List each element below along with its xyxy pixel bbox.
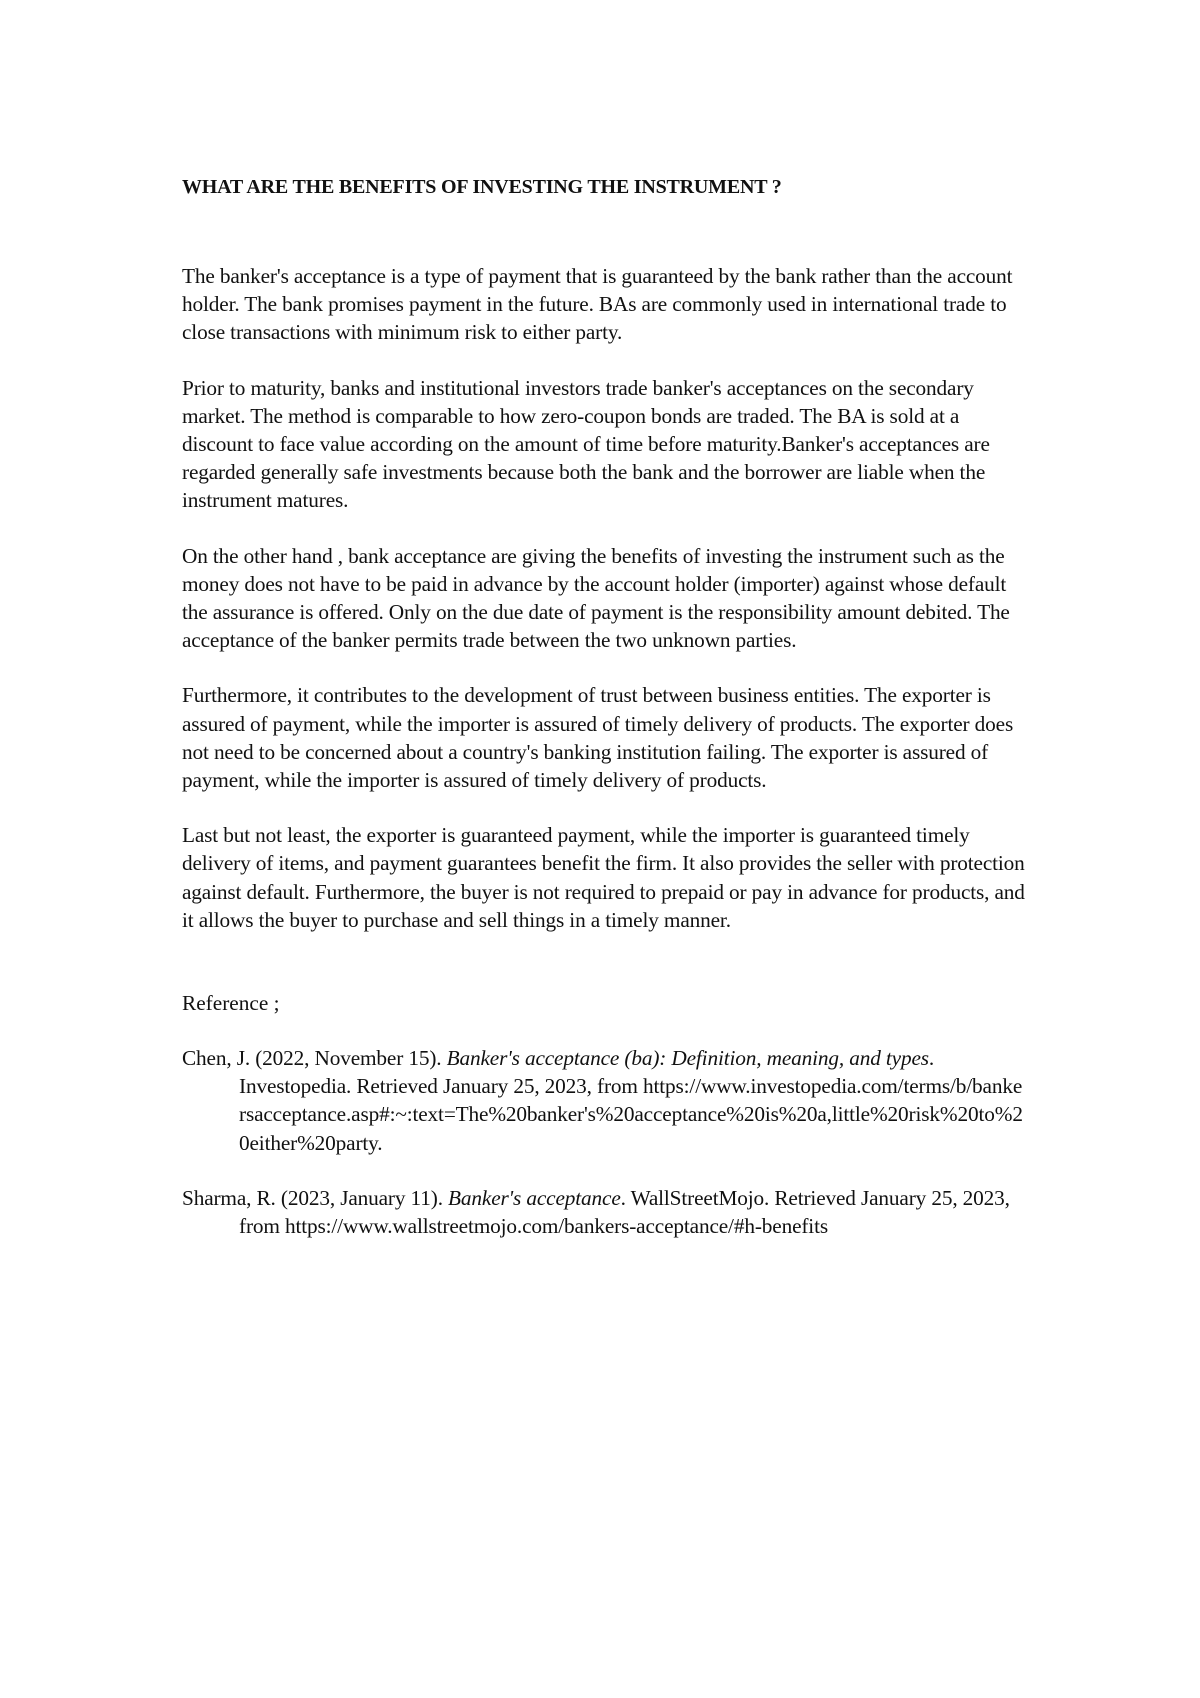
reference-source: . WallStreetMojo. Retrieved January 25, 2023, from: [239, 1185, 1010, 1239]
document-body: [182, 174, 1027, 1267]
reference-entry-chen: [182, 1044, 1027, 1157]
paragraph-trust: Furthermore, it contributes to the development of trust between business entities. The exporter is assured of payment, while the importer is assured of timely delivery of products. The exporter does not need to be concerned about a country's banking institution failing. The exporter is assured of payment, while the importer is assured of timely delivery of products.: [182, 683, 1014, 793]
paragraph-intro: The banker's acceptance is a type of payment that is guaranteed by the bank rather than the account holder. The bank promises payment in the future. BAs are commonly used in international trade to close transactions with minimum risk to either party.: [182, 264, 1013, 345]
reference-url[interactable]: https://www.investopedia.com/terms/b/bankersacceptance.asp#:~:text=The%20banker's%20acceptance%20is%20a,little%20risk%20to%20either%20party.: [239, 1074, 1023, 1155]
reference-title: Banker's acceptance: [448, 1185, 621, 1210]
reference-entry-sharma: [182, 1184, 1027, 1240]
reference-author-date: Sharma, R. (2023, January 11).: [182, 1185, 449, 1210]
reference-author-date: Chen, J. (2022, November 15).: [182, 1046, 447, 1071]
reference-heading: Reference ;: [182, 991, 280, 1016]
reference-source: . Investopedia. Retrieved January 25, 2023, from: [239, 1046, 935, 1099]
paragraph-benefits: On the other hand , bank acceptance are giving the benefits of investing the instrument such as the money does not have to be paid in advance by the account holder (importer) against whose default the assurance is offered. Only on the due date of payment is the responsibility amount debited. The acceptance of the banker permits trade between the two unknown parties.: [182, 543, 1010, 653]
reference-url[interactable]: https://www.wallstreetmojo.com/bankers-acceptance/#h-benefits: [284, 1214, 828, 1239]
paragraph-conclusion: Last but not least, the exporter is guaranteed payment, while the importer is guaranteed timely delivery of items, and payment guarantees benefit the firm. It also provides the seller with protection against default. Furthermore, the buyer is not required to prepaid or pay in advance for products, and it allows the buyer to purchase and sell things in a timely manner.: [182, 823, 1025, 932]
document-title: WHAT ARE THE BENEFITS OF INVESTING THE INSTRUMENT ?: [182, 176, 782, 198]
reference-title: Banker's acceptance (ba): Definition, meaning, and types: [446, 1046, 929, 1071]
paragraph-secondary-market: Prior to maturity, banks and institutional investors trade banker's acceptances on the secondary market. The method is comparable to how zero-coupon bonds are traded. The BA is sold at a discount to face value according on the amount of time before maturity.Banker's acceptances are regarded generally safe investments because both the bank and the borrower are liable when the instrument matures.: [182, 375, 990, 513]
